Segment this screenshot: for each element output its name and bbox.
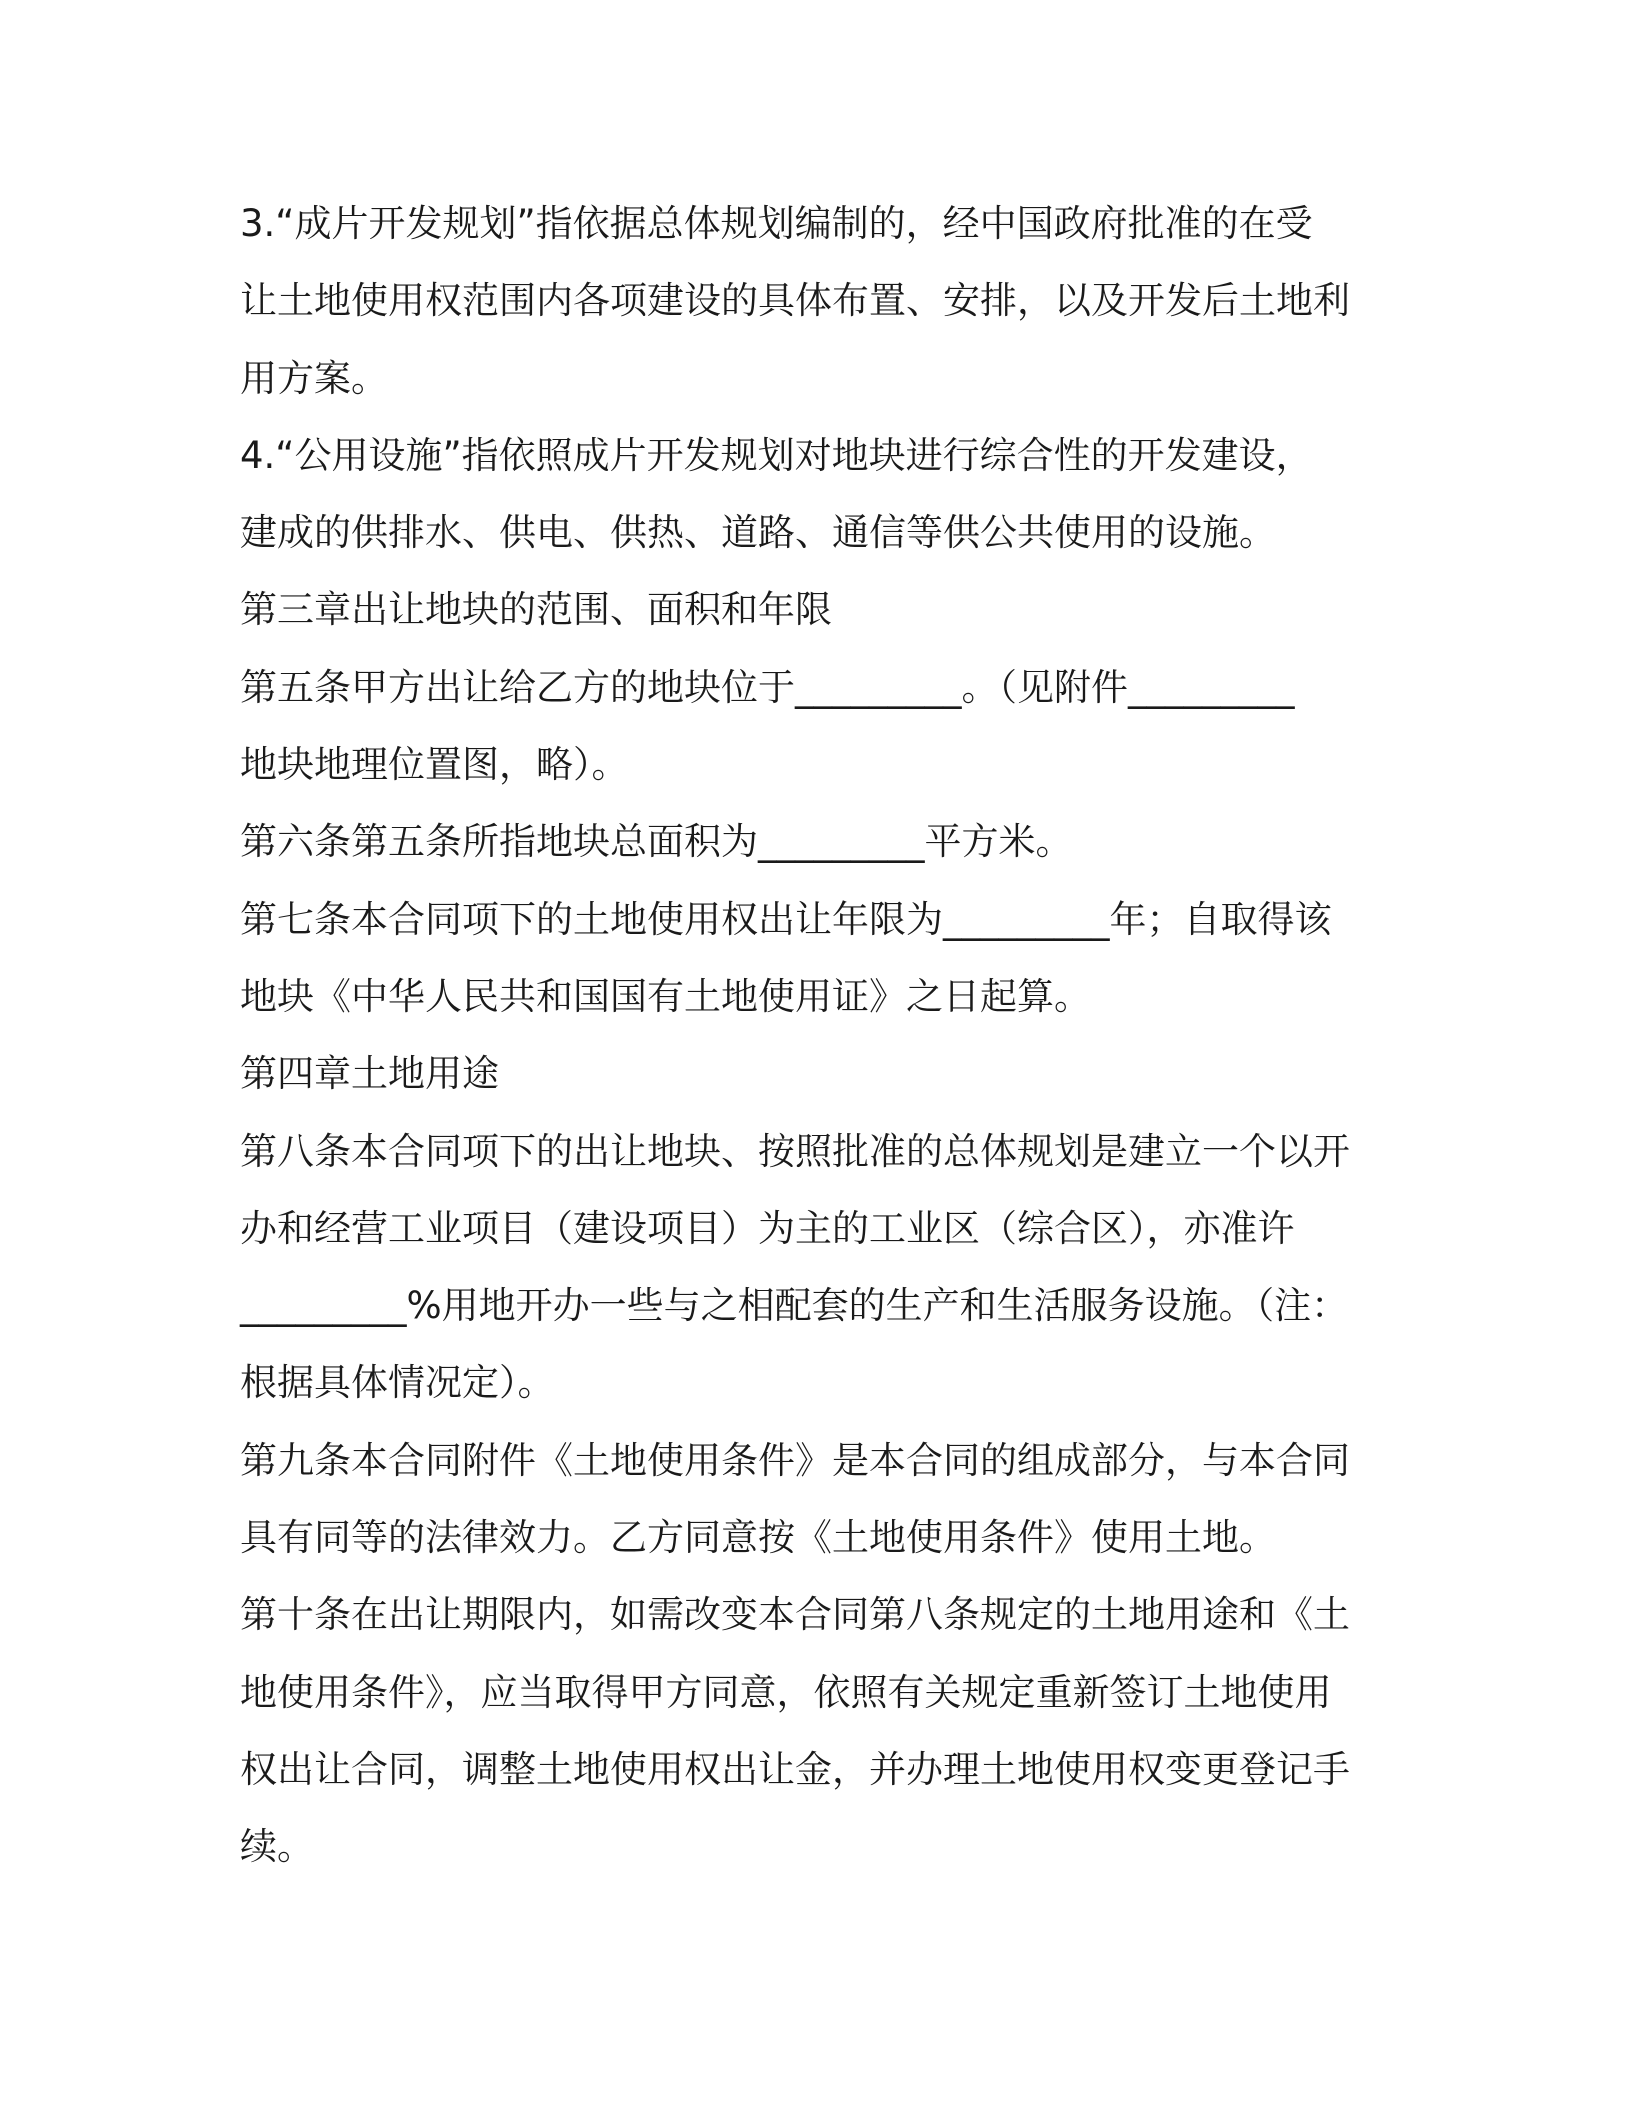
- text-line: 第十条在出让期限内，如需改变本合同第八条规定的土地用途和《土: [240, 1593, 1350, 1637]
- article-7: [240, 881, 1390, 1036]
- article-6: [240, 803, 1390, 880]
- text-line: 用方案。: [240, 356, 388, 400]
- text-line: 4.“公用设施”指依照成片开发规划对地块进行综合性的开发建设，: [240, 433, 1313, 477]
- text-line: 根据具体情况定）。: [240, 1361, 555, 1405]
- text-line: 具有同等的法律效力。乙方同意按《土地使用条件》使用土地。: [240, 1516, 1276, 1560]
- text-line: 办和经营工业项目（建设项目）为主的工业区（综合区），亦准许: [240, 1206, 1295, 1250]
- text-line: 建成的供排水、供电、供热、道路、通信等供公共使用的设施。: [240, 511, 1276, 555]
- text-line: 让土地使用权范围内各项建设的具体布置、安排，以及开发后土地利: [240, 279, 1350, 323]
- text-line: 3.“成片开发规划”指依据总体规划编制的，经中国政府批准的在受: [240, 202, 1313, 245]
- chapter-3-heading: [240, 571, 1390, 648]
- text-line: 权出让合同，调整土地使用权出让金，并办理土地使用权变更登记手: [240, 1747, 1350, 1791]
- text-line: 第四章土地用途: [240, 1052, 499, 1096]
- text-line: 地块《中华人民共和国国有土地使用证》之日起算。: [240, 974, 1091, 1018]
- text-line: 续。: [240, 1825, 314, 1869]
- text-line: 地块地理位置图，略）。: [240, 743, 629, 787]
- text-line: 第三章出让地块的范围、面积和年限: [240, 588, 832, 632]
- definition-3: [240, 185, 1390, 417]
- text-line: 第五条甲方出让给乙方的地块位于_________。（见附件_________: [240, 665, 1295, 709]
- text-line: 第九条本合同附件《土地使用条件》是本合同的组成部分，与本合同: [240, 1438, 1350, 1482]
- article-9: [240, 1422, 1390, 1577]
- definition-4: [240, 417, 1390, 572]
- text-line: 第七条本合同项下的土地使用权出让年限为_________年；自取得该: [240, 897, 1332, 941]
- text-line: _________%用地开办一些与之相配套的生产和生活服务设施。（注：: [240, 1284, 1349, 1328]
- text-line: 第六条第五条所指地块总面积为_________平方米。: [240, 820, 1073, 864]
- text-line: 第八条本合同项下的出让地块、按照批准的总体规划是建立一个以开: [240, 1129, 1350, 1173]
- document-body: [240, 185, 1390, 1886]
- chapter-4-heading: [240, 1035, 1390, 1112]
- article-5: [240, 649, 1390, 804]
- article-10: [240, 1576, 1390, 1885]
- article-8: [240, 1113, 1390, 1422]
- text-line: 地使用条件》，应当取得甲方同意，依照有关规定重新签订土地使用: [240, 1670, 1332, 1714]
